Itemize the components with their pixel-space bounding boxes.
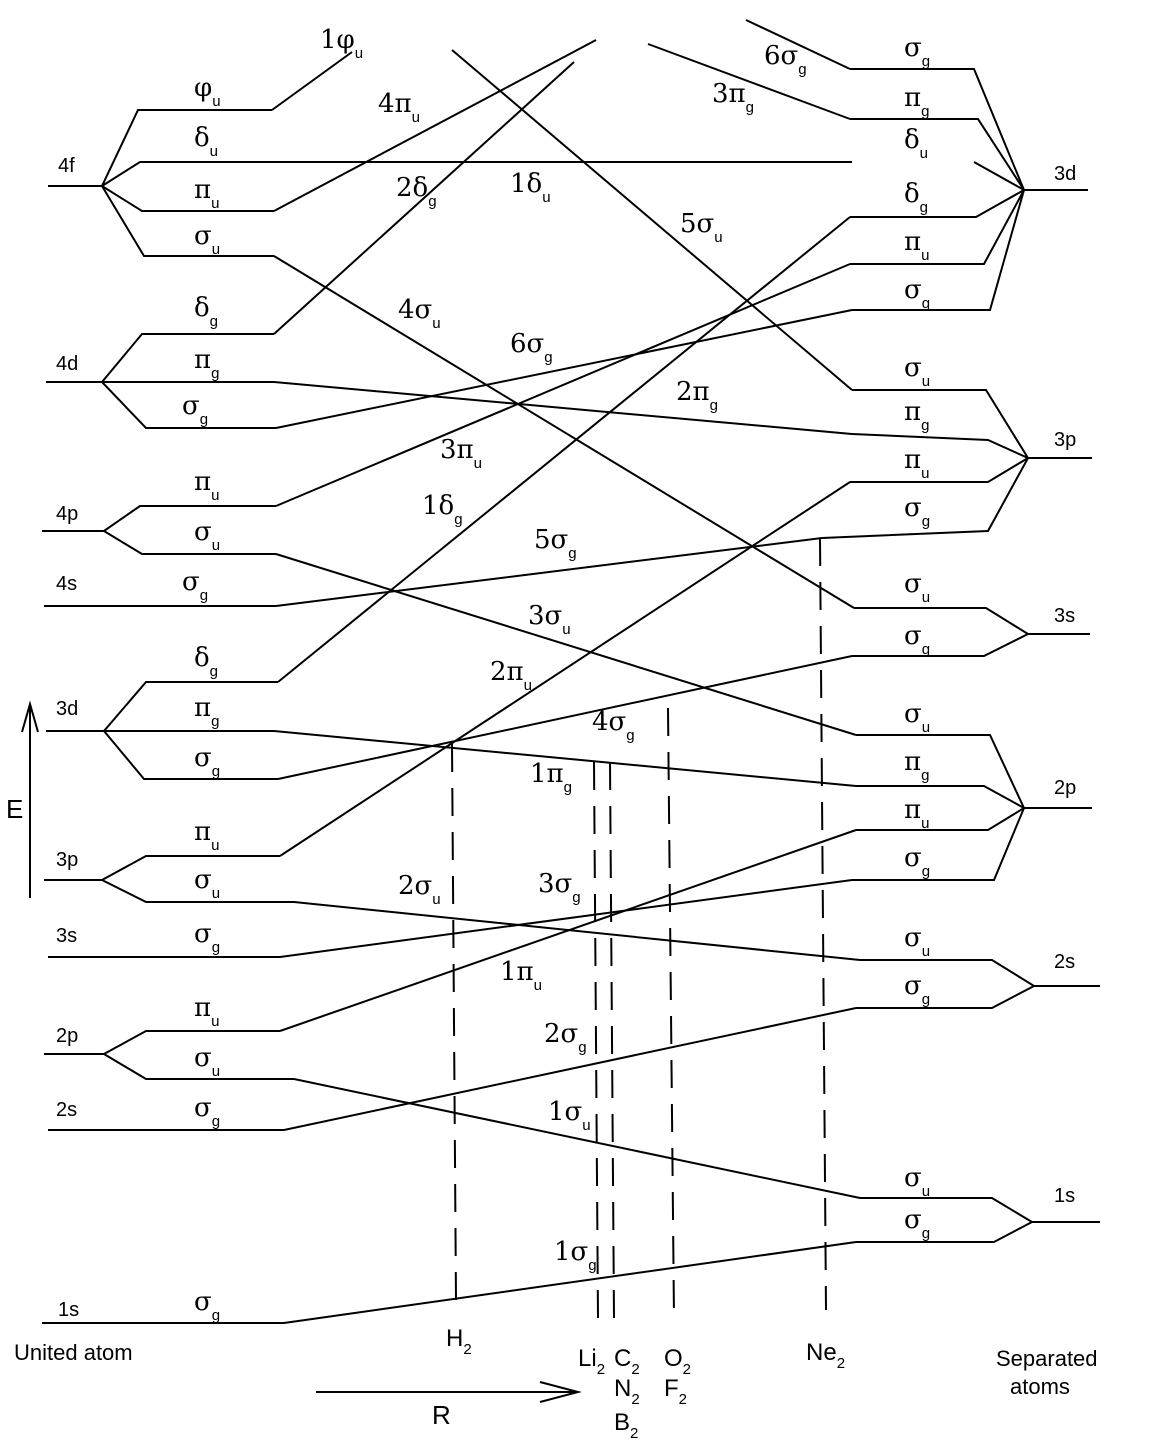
sa-orbital-label: $\sigma_g$ bbox=[904, 843, 931, 880]
ua-level-label: 3s bbox=[56, 925, 78, 947]
sa-orbital-label: $\sigma_u$ bbox=[904, 923, 931, 960]
sa-orbital-label: $\pi_g$ bbox=[904, 83, 930, 120]
ua-orbital-label: $\sigma_g$ bbox=[194, 1093, 221, 1130]
line-1phi-u bbox=[272, 52, 352, 110]
molecule-f2: $F_2$ bbox=[664, 1375, 688, 1408]
separated-atom-orbital-labels bbox=[904, 33, 930, 1242]
sa-orbital-label: $\sigma_u$ bbox=[904, 353, 931, 390]
mo-label: $1\varphi_u$ bbox=[320, 25, 364, 62]
ua-level-label: 4d bbox=[56, 353, 79, 375]
united-atom-level-labels bbox=[56, 155, 79, 1321]
mo-label: $4\pi_u$ bbox=[378, 89, 420, 126]
level-ua-3d bbox=[46, 682, 278, 779]
ua-orbital-label: $\sigma_u$ bbox=[194, 517, 221, 554]
mo-label: $1\delta_g$ bbox=[422, 491, 463, 528]
molecule-o2: $O_2$ bbox=[664, 1345, 692, 1378]
marker-h2 bbox=[452, 744, 456, 1300]
level-sa-3p bbox=[822, 390, 1092, 538]
sa-level-label: 1s bbox=[1054, 1185, 1076, 1207]
separated-atoms-caption-line2: atoms bbox=[1010, 1374, 1070, 1399]
line-3sigma-u bbox=[276, 554, 856, 735]
mo-label: $2\pi_g$ bbox=[676, 377, 718, 414]
line-2pi-g bbox=[274, 382, 852, 434]
distance-arrow bbox=[316, 1382, 578, 1402]
energy-axis bbox=[6, 704, 38, 898]
mo-label: $6\sigma_g$ bbox=[510, 329, 553, 366]
molecule-li2: $Li_2$ bbox=[578, 1345, 606, 1378]
ua-level-label: 4p bbox=[56, 503, 79, 525]
ua-orbital-label: $\sigma_g$ bbox=[194, 919, 221, 956]
mo-label: $4\sigma_g$ bbox=[592, 707, 635, 744]
correlation-labels bbox=[320, 25, 807, 1274]
sa-level-label: 3s bbox=[1054, 605, 1076, 627]
ua-orbital-label: $\varphi_u$ bbox=[194, 73, 221, 110]
mo-label: $1\pi_g$ bbox=[530, 759, 572, 796]
mo-label: $3\pi_u$ bbox=[440, 435, 482, 472]
molecule-n2: $N_2$ bbox=[614, 1375, 640, 1408]
ua-orbital-label: $\pi_g$ bbox=[194, 345, 220, 382]
molecule-h2: $H_2$ bbox=[446, 1325, 472, 1358]
line-1pi-g bbox=[274, 731, 856, 786]
mo-label: $3\sigma_u$ bbox=[528, 601, 571, 638]
level-ua-3p bbox=[44, 856, 294, 902]
sa-orbital-label: $\sigma_g$ bbox=[904, 621, 931, 658]
mo-label: $1\delta_u$ bbox=[510, 169, 551, 206]
mo-label: $2\sigma_g$ bbox=[544, 1019, 587, 1056]
ua-orbital-label: $\sigma_u$ bbox=[194, 865, 221, 902]
sa-orbital-label: $\sigma_g$ bbox=[904, 971, 931, 1008]
ua-orbital-label: $\pi_u$ bbox=[194, 175, 220, 212]
sa-orbital-label: $\sigma_u$ bbox=[904, 569, 931, 606]
molecule-b2: $B_2$ bbox=[614, 1409, 639, 1442]
line-4sigma-g bbox=[278, 656, 852, 779]
ua-level-label: 3p bbox=[56, 849, 79, 871]
mo-label: $1\pi_u$ bbox=[500, 957, 542, 994]
mo-label: $5\sigma_u$ bbox=[680, 209, 723, 246]
ua-orbital-label: $\sigma_g$ bbox=[182, 567, 209, 604]
level-sa-2p bbox=[852, 735, 1092, 880]
ua-level-label: 2p bbox=[56, 1025, 79, 1047]
mo-label: $2\pi_u$ bbox=[490, 657, 532, 694]
ua-orbital-label: $\pi_u$ bbox=[194, 993, 220, 1030]
level-ua-4f bbox=[48, 110, 852, 256]
sa-orbital-label: $\sigma_u$ bbox=[904, 1163, 931, 1200]
distance-axis bbox=[316, 1382, 578, 1430]
sa-level-label: 2s bbox=[1054, 951, 1076, 973]
line-4pi-u bbox=[274, 40, 596, 211]
distance-label: R bbox=[432, 1400, 451, 1430]
molecule-ne2: $Ne_2$ bbox=[806, 1339, 846, 1372]
marker-ne2 bbox=[820, 538, 826, 1310]
sa-orbital-label: $\sigma_g$ bbox=[904, 33, 931, 70]
ua-orbital-label: $\sigma_g$ bbox=[194, 743, 221, 780]
level-ua-4d bbox=[46, 334, 276, 428]
sa-orbital-label: $\delta_u$ bbox=[904, 125, 928, 162]
ua-level-label: 4s bbox=[56, 573, 78, 595]
mo-label: $2\delta_g$ bbox=[396, 173, 437, 210]
ua-orbital-label: $\sigma_u$ bbox=[194, 1043, 221, 1080]
line-2sigma-u bbox=[294, 902, 860, 960]
separated-atoms-caption-line1: Separated bbox=[996, 1346, 1098, 1371]
ua-orbital-label: $\sigma_g$ bbox=[194, 1287, 221, 1324]
molecule-markers bbox=[452, 538, 826, 1318]
ua-orbital-label: $\delta_g$ bbox=[194, 293, 218, 330]
sa-level-label: 2p bbox=[1054, 777, 1077, 799]
ua-orbital-label: $\sigma_u$ bbox=[194, 221, 221, 258]
ua-orbital-label: $\delta_u$ bbox=[194, 123, 218, 160]
mo-label: $3\pi_g$ bbox=[712, 79, 754, 116]
sa-orbital-label: $\sigma_u$ bbox=[904, 699, 931, 736]
sa-orbital-label: $\pi_u$ bbox=[904, 445, 930, 482]
sa-level-label: 3d bbox=[1054, 163, 1077, 185]
correlation-lines bbox=[272, 20, 860, 1323]
marker-c2 bbox=[610, 762, 614, 1318]
ua-orbital-label: $\pi_g$ bbox=[194, 693, 220, 730]
mo-label: $2\sigma_u$ bbox=[398, 871, 441, 908]
ua-orbital-label: $\pi_u$ bbox=[194, 817, 220, 854]
molecule-c2: $C_2$ bbox=[614, 1345, 640, 1378]
united-atom-orbital-labels bbox=[182, 73, 221, 1324]
sa-orbital-label: $\sigma_g$ bbox=[904, 493, 931, 530]
energy-arrow bbox=[22, 704, 38, 898]
line-4sigma-u bbox=[274, 256, 854, 608]
mo-label: $6\sigma_g$ bbox=[764, 41, 807, 78]
united-atom-caption: United atom bbox=[14, 1340, 133, 1365]
mo-label: $4\sigma_u$ bbox=[398, 295, 441, 332]
level-ua-2p bbox=[44, 1031, 294, 1079]
separated-atom-level-labels bbox=[1054, 163, 1076, 1207]
marker-li2 bbox=[594, 762, 598, 1318]
ua-orbital-label: $\delta_g$ bbox=[194, 643, 218, 680]
sa-orbital-label: $\sigma_g$ bbox=[904, 1205, 931, 1242]
sa-orbital-label: $\pi_u$ bbox=[904, 227, 930, 264]
level-sa-3d bbox=[850, 69, 1088, 310]
sa-orbital-label: $\pi_g$ bbox=[904, 747, 930, 784]
energy-label: E bbox=[6, 794, 24, 824]
marker-o2 bbox=[668, 708, 674, 1318]
sa-orbital-label: $\pi_g$ bbox=[904, 397, 930, 434]
sa-orbital-label: $\delta_g$ bbox=[904, 179, 928, 216]
line-3pi-u bbox=[276, 264, 850, 506]
sa-orbital-label: $\sigma_g$ bbox=[904, 275, 931, 312]
mo-label: $3\sigma_g$ bbox=[538, 869, 581, 906]
ua-level-label: 1s bbox=[58, 1299, 80, 1321]
sa-level-label: 3p bbox=[1054, 429, 1077, 451]
ua-level-label: 2s bbox=[56, 1099, 78, 1121]
ua-orbital-label: $\pi_u$ bbox=[194, 467, 220, 504]
ua-orbital-label: $\sigma_g$ bbox=[182, 391, 209, 428]
molecule-labels bbox=[446, 1325, 845, 1442]
sa-orbital-label: $\pi_u$ bbox=[904, 795, 930, 832]
line-1delta-g bbox=[278, 217, 850, 682]
separated-atom-levels bbox=[822, 69, 1100, 1242]
mo-label: $1\sigma_g$ bbox=[554, 1237, 597, 1274]
ua-level-label: 3d bbox=[56, 698, 79, 720]
ua-level-label: 4f bbox=[58, 155, 75, 177]
line-6sigma-g bbox=[276, 310, 852, 428]
united-atom-levels bbox=[42, 110, 852, 1323]
line-1pi-u bbox=[280, 830, 856, 1031]
mo-label: $1\sigma_u$ bbox=[548, 1097, 591, 1134]
mo-label: $5\sigma_g$ bbox=[534, 525, 577, 562]
